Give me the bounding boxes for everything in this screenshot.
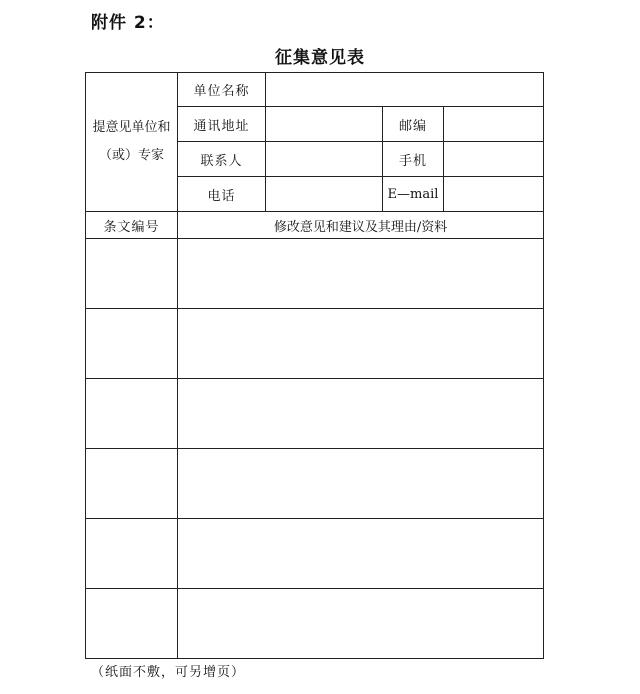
mobile-label: 手机	[383, 142, 444, 177]
unit-name-label: 单位名称	[178, 73, 266, 107]
clause-number-cell[interactable]	[86, 309, 178, 379]
form-title: 征集意见表	[275, 48, 365, 68]
attachment-label: 附件 2：	[91, 13, 165, 33]
email-field[interactable]	[444, 177, 544, 212]
clause-number-cell[interactable]	[86, 239, 178, 309]
address-label: 通讯地址	[178, 107, 266, 142]
phone-label: 电话	[178, 177, 266, 212]
comment-row	[86, 309, 544, 379]
email-label: E—mail	[383, 177, 444, 212]
comment-cell[interactable]	[178, 589, 544, 659]
postcode-field[interactable]	[444, 107, 544, 142]
address-field[interactable]	[266, 107, 383, 142]
clause-number-header: 条文编号	[86, 212, 178, 239]
clause-number-cell[interactable]	[86, 519, 178, 589]
contact-label: 联系人	[178, 142, 266, 177]
footnote: （纸面不敷，可另增页）	[91, 665, 246, 680]
comment-cell[interactable]	[178, 309, 544, 379]
comments-header: 修改意见和建议及其理由/资料	[178, 212, 544, 239]
provider-label-line2: （或）专家	[98, 148, 164, 163]
comment-row	[86, 589, 544, 659]
comment-cell[interactable]	[178, 449, 544, 519]
unit-name-row	[86, 73, 544, 107]
clause-number-cell[interactable]	[86, 379, 178, 449]
comment-cell[interactable]	[178, 519, 544, 589]
opinion-form-table	[85, 72, 544, 659]
comment-row	[86, 239, 544, 309]
clause-number-cell[interactable]	[86, 449, 178, 519]
comment-row	[86, 519, 544, 589]
provider-label-cell	[86, 73, 178, 212]
comment-cell[interactable]	[178, 379, 544, 449]
comment-cell[interactable]	[178, 239, 544, 309]
phone-field[interactable]	[266, 177, 383, 212]
contact-field[interactable]	[266, 142, 383, 177]
mobile-field[interactable]	[444, 142, 544, 177]
comment-row	[86, 379, 544, 449]
unit-name-field[interactable]	[266, 73, 544, 107]
comment-row	[86, 449, 544, 519]
comments-header-row	[86, 212, 544, 239]
provider-label-line1: 提意见单位和	[92, 120, 171, 135]
clause-number-cell[interactable]	[86, 589, 178, 659]
postcode-label: 邮编	[383, 107, 444, 142]
